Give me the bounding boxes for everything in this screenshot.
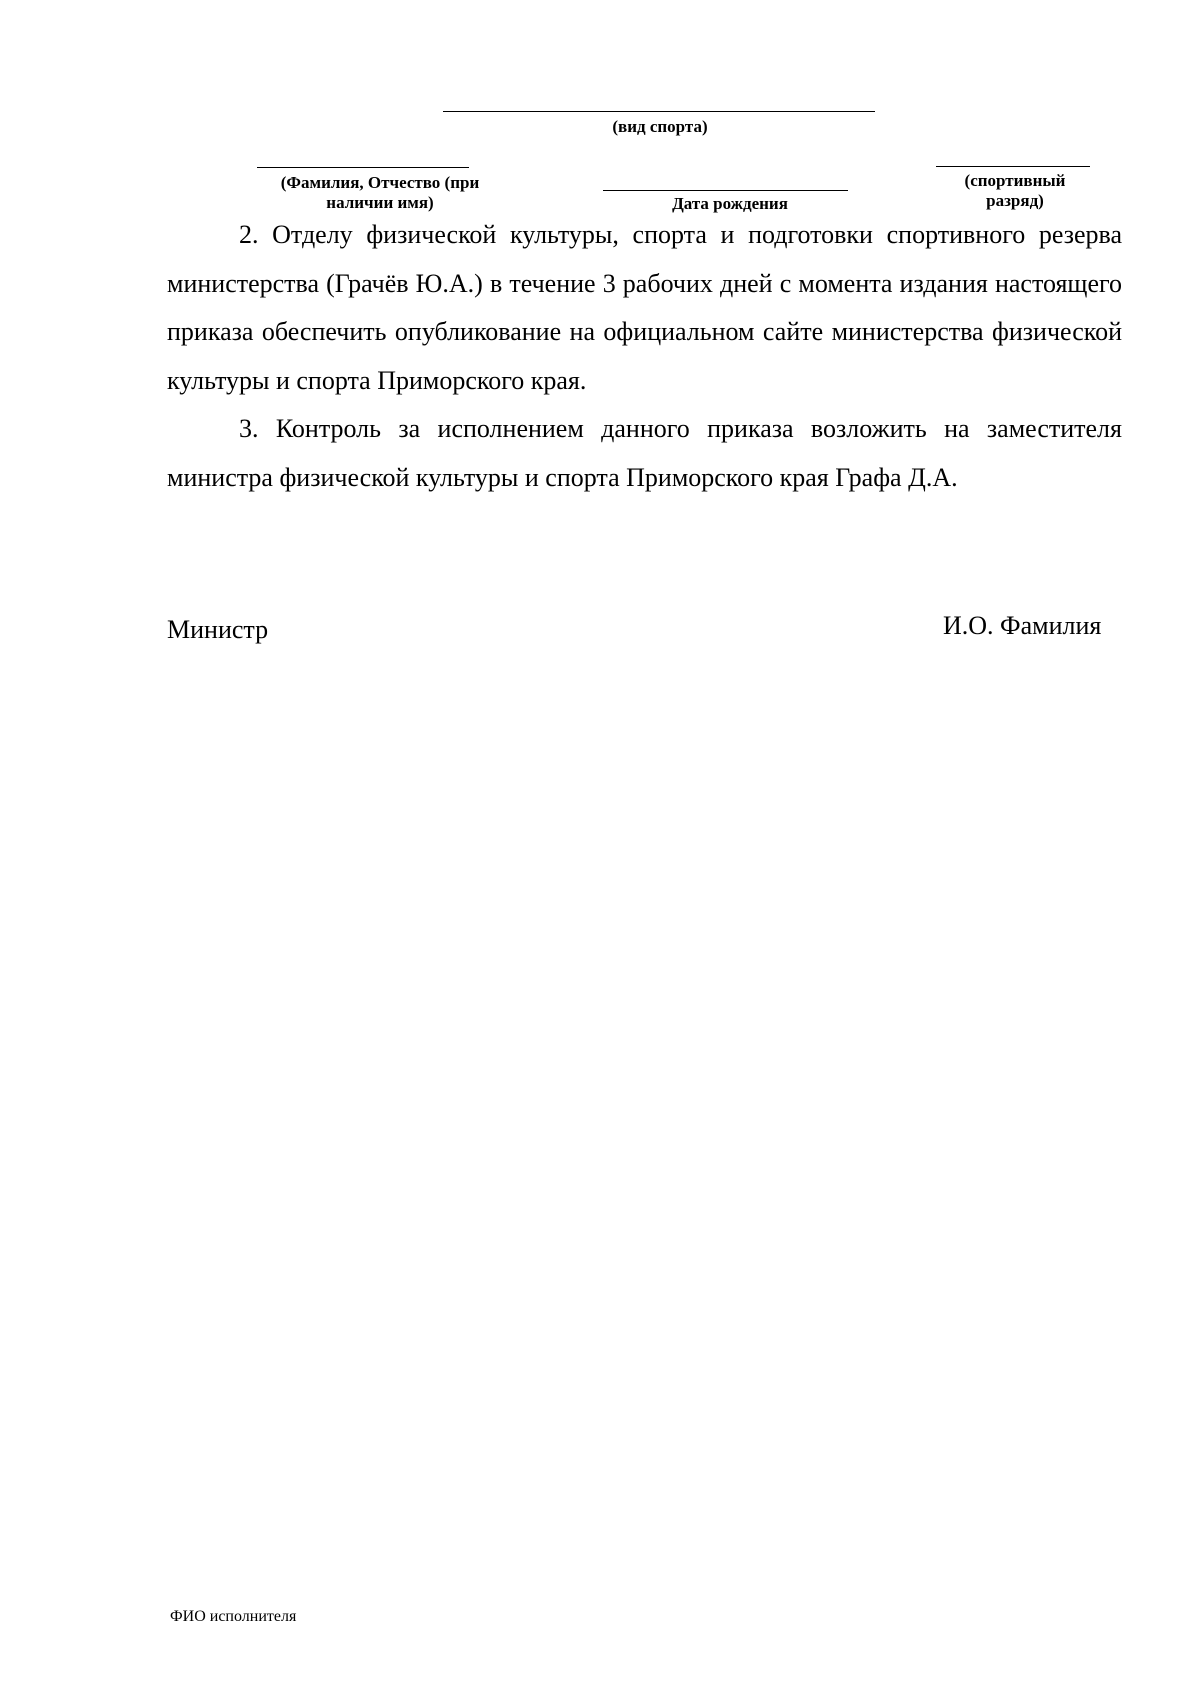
rank-caption-line1: (спортивный [964, 171, 1066, 190]
sport-blank-line [443, 111, 875, 112]
paragraph-2: 2. Отделу физической культуры, спорта и подготовки спортивного резерва министерства (Грачёв Ю.А.) в течение 3 рабочих дней с момента издания настоящего приказа обеспечить опубликование на официальном сайте министерства физической культуры и спорта Приморского края. [167, 220, 1122, 395]
name-caption [250, 173, 510, 213]
signatory-name: И.О. Фамилия [943, 611, 1102, 640]
name-blank-line [257, 167, 469, 168]
executor-label: ФИО исполнителя [170, 1608, 297, 1625]
birth-date-blank-line [603, 190, 848, 191]
signatory-title: Министр [167, 615, 269, 644]
rank-blank-line [936, 166, 1090, 167]
name-caption-line2: наличии имя) [326, 193, 434, 212]
paragraph-3: 3. Контроль за исполнением данного приказа возложить на заместителя министра физической культуры и спорта Приморского края Графа Д.А. [167, 414, 1122, 492]
sport-caption: (вид спорта) [612, 117, 708, 136]
rank-caption-line2: разряд) [986, 191, 1044, 210]
birth-date-caption: Дата рождения [672, 194, 788, 213]
rank-caption [935, 171, 1095, 211]
name-caption-line1: (Фамилия, Отчество (при [280, 173, 480, 192]
